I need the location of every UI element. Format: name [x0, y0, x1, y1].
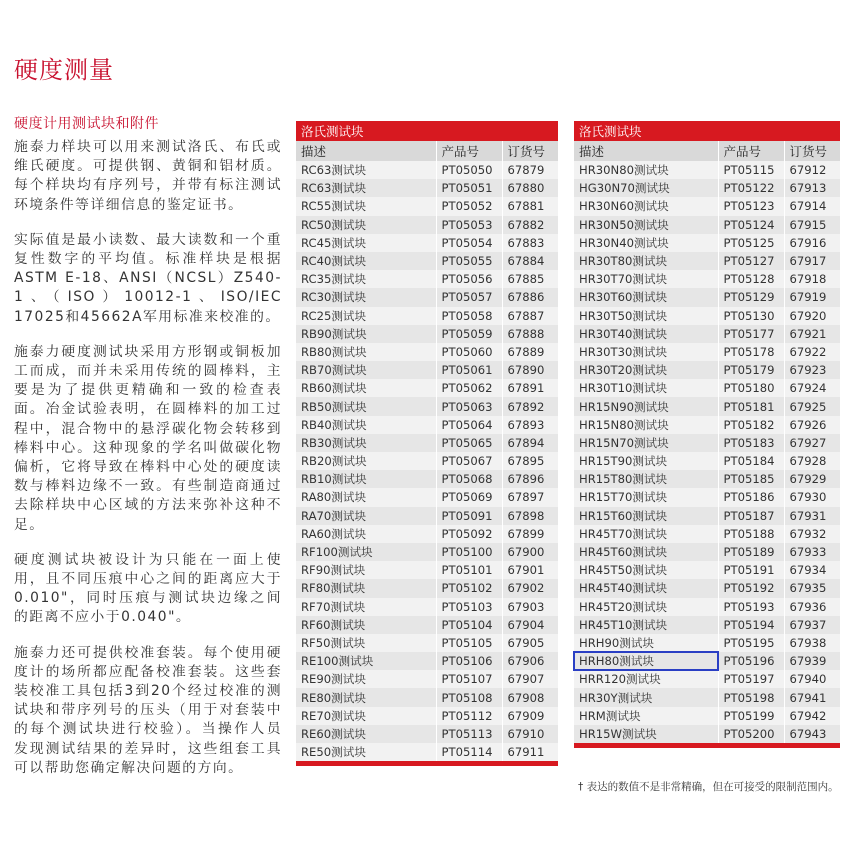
cell-order-no: 67883: [502, 234, 558, 252]
cell-description: HG30N70测试块: [574, 179, 718, 197]
cell-product-no: PT05127: [718, 252, 784, 270]
table-row: [574, 270, 840, 288]
cell-product-no: PT05069: [436, 488, 502, 506]
table-row: [574, 598, 840, 616]
cell-product-no: PT05106: [436, 652, 502, 670]
table-row: [574, 579, 840, 597]
table-row: [296, 179, 558, 197]
cell-product-no: PT05183: [718, 434, 784, 452]
table-row: [296, 507, 558, 525]
cell-description: RF70测试块: [296, 598, 436, 616]
cell-description: RA80测试块: [296, 488, 436, 506]
footnote: † 表达的数值不是非常精确，但在可接受的限制范围内。: [578, 781, 839, 793]
cell-order-no: 67905: [502, 634, 558, 652]
table-row: [574, 197, 840, 215]
cell-order-no: 67924: [784, 379, 840, 397]
cell-product-no: PT05057: [436, 288, 502, 306]
cell-description: RB70测试块: [296, 361, 436, 379]
cell-description: HR30T20测试块: [574, 361, 718, 379]
cell-product-no: PT05053: [436, 216, 502, 234]
table-row: [574, 343, 840, 361]
cell-product-no: PT05064: [436, 416, 502, 434]
cell-order-no: 67935: [784, 579, 840, 597]
cell-order-no: 67903: [502, 598, 558, 616]
cell-description: HR30N60测试块: [574, 197, 718, 215]
cell-order-no: 67888: [502, 325, 558, 343]
cell-order-no: 67938: [784, 634, 840, 652]
cell-product-no: PT05054: [436, 234, 502, 252]
cell-order-no: 67930: [784, 488, 840, 506]
cell-product-no: PT05123: [718, 197, 784, 215]
cell-order-no: 67890: [502, 361, 558, 379]
table-row: [296, 452, 558, 470]
cell-order-no: 67927: [784, 434, 840, 452]
cell-order-no: 67922: [784, 343, 840, 361]
column-header-product-no: 产品号: [436, 141, 502, 161]
cell-product-no: PT05130: [718, 307, 784, 325]
table-row: [574, 616, 840, 634]
cell-product-no: PT05052: [436, 197, 502, 215]
cell-product-no: PT05184: [718, 452, 784, 470]
cell-description: HR30N40测试块: [574, 234, 718, 252]
cell-product-no: PT05055: [436, 252, 502, 270]
cell-description: HRM测试块: [574, 707, 718, 725]
cell-description: RA60测试块: [296, 525, 436, 543]
cell-description: RB80测试块: [296, 343, 436, 361]
cell-order-no: 67928: [784, 452, 840, 470]
cell-order-no: 67915: [784, 216, 840, 234]
cell-description: HR15N70测试块: [574, 434, 718, 452]
cell-order-no: 67943: [784, 725, 840, 743]
cell-description: HR15T70测试块: [574, 488, 718, 506]
cell-product-no: PT05113: [436, 725, 502, 743]
table-row: [296, 543, 558, 561]
table-row: [574, 670, 840, 688]
cell-description: RE80测试块: [296, 688, 436, 706]
paragraph-2: 实际值是最小读数、最大读数和一个重复性数字的平均值。标准样块是根据ASTM E-18、ANSI（NCSL）Z540-1、（ISO）10012-1、ISO/IEC 17025和45662A军用标准来校准的。: [14, 231, 282, 325]
cell-order-no: 67936: [784, 598, 840, 616]
cell-description: RC40测试块: [296, 252, 436, 270]
cell-order-no: 67942: [784, 707, 840, 725]
cell-product-no: PT05198: [718, 688, 784, 706]
cell-product-no: PT05065: [436, 434, 502, 452]
paragraph-5: 施泰力还可提供校准套装。每个使用硬度计的场所都应配备校准套装。这些套装校准工具包括3到20个经过校准的测试块和带序列号的压头（用于对套装中的每个测试块进行校验）。当操作人员发现测试结果的差异时，这些组套工具可以帮助您确定解决问题的方向。: [14, 644, 282, 776]
cell-product-no: PT05058: [436, 307, 502, 325]
cell-order-no: 67914: [784, 197, 840, 215]
cell-product-no: PT05181: [718, 397, 784, 415]
table-row: [574, 216, 840, 234]
cell-order-no: 67910: [502, 725, 558, 743]
table-row: [296, 379, 558, 397]
cell-description: HR45T50测试块: [574, 561, 718, 579]
cell-product-no: PT05128: [718, 270, 784, 288]
table-row: [296, 688, 558, 706]
cell-description: HR15N80测试块: [574, 416, 718, 434]
cell-order-no: 67893: [502, 416, 558, 434]
cell-description: HR30T60测试块: [574, 288, 718, 306]
table-bottom-rule: [574, 743, 840, 748]
cell-description: RF90测试块: [296, 561, 436, 579]
table-row: [574, 416, 840, 434]
cell-order-no: 67896: [502, 470, 558, 488]
table-row: [574, 507, 840, 525]
table-caption: 洛氏测试块: [296, 121, 558, 141]
cell-description: RC35测试块: [296, 270, 436, 288]
cell-description: HR45T20测试块: [574, 598, 718, 616]
cell-description: HR45T10测试块: [574, 616, 718, 634]
cell-order-no: 67880: [502, 179, 558, 197]
cell-order-no: 67921: [784, 325, 840, 343]
column-header-description: 描述: [296, 141, 436, 161]
cell-description: RB50测试块: [296, 397, 436, 415]
table-row: [296, 397, 558, 415]
cell-product-no: PT05105: [436, 634, 502, 652]
cell-product-no: PT05104: [436, 616, 502, 634]
cell-product-no: PT05197: [718, 670, 784, 688]
cell-order-no: 67917: [784, 252, 840, 270]
cell-product-no: PT05122: [718, 179, 784, 197]
table-row: [296, 579, 558, 597]
cell-description: RE70测试块: [296, 707, 436, 725]
cell-product-no: PT05050: [436, 161, 502, 179]
table-row: [574, 379, 840, 397]
cell-product-no: PT05059: [436, 325, 502, 343]
table-row: [296, 743, 558, 761]
table-row: [574, 543, 840, 561]
paragraph-1: 施泰力样块可以用来测试洛氏、布氏或维氏硬度。可提供钢、黄铜和铝材质。每个样块均有序列号，并带有标注测试环境条件等详细信息的鉴定证书。: [14, 139, 282, 213]
cell-description: RE60测试块: [296, 725, 436, 743]
column-header-order-no: 订货号: [502, 141, 558, 161]
cell-order-no: 67879: [502, 161, 558, 179]
table-row: [574, 470, 840, 488]
cell-product-no: PT05195: [718, 634, 784, 652]
paragraph-4: 硬度测试块被设计为只能在一面上使用，且不同压痕中心之间的距离应大于0.010"，同时压痕与测试块边缘之间的距离不应小于0.040"。: [14, 551, 282, 626]
cell-product-no: PT05103: [436, 598, 502, 616]
cell-product-no: PT05125: [718, 234, 784, 252]
table-row: [574, 325, 840, 343]
table-row: [296, 561, 558, 579]
cell-order-no: 67913: [784, 179, 840, 197]
cell-description: HRH80测试块: [574, 652, 718, 670]
cell-product-no: PT05063: [436, 397, 502, 415]
cell-description: HR45T60测试块: [574, 543, 718, 561]
cell-description: HR30T80测试块: [574, 252, 718, 270]
table-row: [296, 670, 558, 688]
cell-description: RF80测试块: [296, 579, 436, 597]
table-row: [574, 179, 840, 197]
cell-product-no: PT05187: [718, 507, 784, 525]
cell-product-no: PT05191: [718, 561, 784, 579]
cell-order-no: 67933: [784, 543, 840, 561]
cell-description: RC50测试块: [296, 216, 436, 234]
cell-product-no: PT05196: [718, 652, 784, 670]
cell-product-no: PT05193: [718, 598, 784, 616]
cell-order-no: 67901: [502, 561, 558, 579]
cell-description: RB20测试块: [296, 452, 436, 470]
cell-product-no: PT05091: [436, 507, 502, 525]
cell-order-no: 67891: [502, 379, 558, 397]
cell-description: RF100测试块: [296, 543, 436, 561]
cell-description: RC30测试块: [296, 288, 436, 306]
cell-product-no: PT05186: [718, 488, 784, 506]
table-row: [296, 252, 558, 270]
cell-product-no: PT05100: [436, 543, 502, 561]
cell-order-no: 67937: [784, 616, 840, 634]
table-row: [296, 652, 558, 670]
cell-order-no: 67887: [502, 307, 558, 325]
cell-description: RF60测试块: [296, 616, 436, 634]
cell-order-no: 67920: [784, 307, 840, 325]
cell-description: HR30Y测试块: [574, 688, 718, 706]
cell-order-no: 67898: [502, 507, 558, 525]
intro-text-column: [14, 113, 282, 794]
column-header-description: 描述: [574, 141, 718, 161]
table-row: [574, 307, 840, 325]
cell-order-no: 67941: [784, 688, 840, 706]
cell-product-no: PT05092: [436, 525, 502, 543]
cell-description: HR15T80测试块: [574, 470, 718, 488]
table-row: [574, 561, 840, 579]
table-row: [574, 252, 840, 270]
cell-order-no: 67889: [502, 343, 558, 361]
cell-order-no: 67906: [502, 652, 558, 670]
table-row: [574, 652, 840, 670]
table-row: [574, 434, 840, 452]
cell-product-no: PT05102: [436, 579, 502, 597]
table-row: [296, 161, 558, 179]
table-row: [574, 688, 840, 706]
cell-order-no: 67895: [502, 452, 558, 470]
cell-description: RC25测试块: [296, 307, 436, 325]
table-row: [574, 397, 840, 415]
cell-product-no: PT05129: [718, 288, 784, 306]
table-row: [574, 707, 840, 725]
cell-order-no: 67929: [784, 470, 840, 488]
cell-description: RC55测试块: [296, 197, 436, 215]
cell-product-no: PT05177: [718, 325, 784, 343]
table-bottom-rule: [296, 761, 558, 766]
cell-description: RE100测试块: [296, 652, 436, 670]
table-row: [296, 634, 558, 652]
cell-description: RC63测试块: [296, 161, 436, 179]
table-row: [296, 725, 558, 743]
table-row: [296, 434, 558, 452]
cell-order-no: 67923: [784, 361, 840, 379]
cell-product-no: PT05101: [436, 561, 502, 579]
cell-description: HR15T90测试块: [574, 452, 718, 470]
cell-product-no: PT05068: [436, 470, 502, 488]
cell-product-no: PT05067: [436, 452, 502, 470]
cell-product-no: PT05062: [436, 379, 502, 397]
cell-description: HR30T40测试块: [574, 325, 718, 343]
table-row: [574, 288, 840, 306]
cell-product-no: PT05112: [436, 707, 502, 725]
cell-description: RE90测试块: [296, 670, 436, 688]
cell-product-no: PT05178: [718, 343, 784, 361]
table-row: [574, 234, 840, 252]
table-row: [296, 488, 558, 506]
cell-order-no: 67894: [502, 434, 558, 452]
table-row: [574, 452, 840, 470]
paragraph-3: 施泰力硬度测试块采用方形钢或铜板加工而成，而并未采用传统的圆棒料，主要是为了提供更精确和一致的检查表面。冶金试验表明，在圆棒料的加工过程中，混合物中的悬浮碳化物会转移到棒料中心。这种现象的学名叫做碳化物偏析，它将导致在棒料中心处的硬度读数与棒料边缘不一致。有些制造商通过去除样块中心区域的方法来弥补这种不足。: [14, 343, 282, 533]
table-row: [296, 325, 558, 343]
cell-description: RA70测试块: [296, 507, 436, 525]
cell-description: RE50测试块: [296, 743, 436, 761]
cell-description: RC63测试块: [296, 179, 436, 197]
cell-description: HR30T30测试块: [574, 343, 718, 361]
cell-description: HRH90测试块: [574, 634, 718, 652]
table-row: [296, 197, 558, 215]
table-row: [574, 161, 840, 179]
column-header-order-no: 订货号: [784, 141, 840, 161]
cell-order-no: 67916: [784, 234, 840, 252]
cell-product-no: PT05192: [718, 579, 784, 597]
cell-order-no: 67918: [784, 270, 840, 288]
cell-product-no: PT05061: [436, 361, 502, 379]
cell-order-no: 67885: [502, 270, 558, 288]
table-row: [296, 234, 558, 252]
table-row: [296, 361, 558, 379]
cell-description: HR45T40测试块: [574, 579, 718, 597]
cell-order-no: 67882: [502, 216, 558, 234]
cell-order-no: 67881: [502, 197, 558, 215]
cell-product-no: PT05179: [718, 361, 784, 379]
cell-product-no: PT05124: [718, 216, 784, 234]
table-row: [574, 725, 840, 743]
table-row: [296, 707, 558, 725]
cell-description: HR30T10测试块: [574, 379, 718, 397]
cell-product-no: PT05199: [718, 707, 784, 725]
cell-description: RB90测试块: [296, 325, 436, 343]
cell-order-no: 67897: [502, 488, 558, 506]
cell-description: RC45测试块: [296, 234, 436, 252]
cell-product-no: PT05180: [718, 379, 784, 397]
cell-description: RF50测试块: [296, 634, 436, 652]
cell-description: HR15W测试块: [574, 725, 718, 743]
cell-order-no: 67934: [784, 561, 840, 579]
rockwell-test-block-table-1: [296, 121, 558, 766]
cell-order-no: 67931: [784, 507, 840, 525]
cell-description: RB30测试块: [296, 434, 436, 452]
cell-description: RB40测试块: [296, 416, 436, 434]
section-subtitle: 硬度计用测试块和附件: [14, 116, 159, 132]
cell-order-no: 67886: [502, 288, 558, 306]
cell-order-no: 67907: [502, 670, 558, 688]
cell-product-no: PT05107: [436, 670, 502, 688]
cell-description: RB60测试块: [296, 379, 436, 397]
cell-order-no: 67904: [502, 616, 558, 634]
table-row: [296, 307, 558, 325]
cell-order-no: 67892: [502, 397, 558, 415]
table-row: [296, 416, 558, 434]
table-row: [296, 598, 558, 616]
table-row: [574, 361, 840, 379]
cell-product-no: PT05185: [718, 470, 784, 488]
cell-order-no: 67926: [784, 416, 840, 434]
page-title: 硬度测量: [14, 56, 114, 84]
cell-order-no: 67908: [502, 688, 558, 706]
cell-description: RB10测试块: [296, 470, 436, 488]
cell-description: HRR120测试块: [574, 670, 718, 688]
cell-product-no: PT05108: [436, 688, 502, 706]
cell-order-no: 67909: [502, 707, 558, 725]
cell-description: HR30T70测试块: [574, 270, 718, 288]
cell-product-no: PT05182: [718, 416, 784, 434]
cell-order-no: 67919: [784, 288, 840, 306]
table-row: [296, 270, 558, 288]
cell-product-no: PT05060: [436, 343, 502, 361]
cell-order-no: 67902: [502, 579, 558, 597]
column-header-product-no: 产品号: [718, 141, 784, 161]
cell-product-no: PT05056: [436, 270, 502, 288]
rockwell-test-block-table-2: [574, 121, 840, 748]
cell-order-no: 67925: [784, 397, 840, 415]
cell-order-no: 67900: [502, 543, 558, 561]
cell-order-no: 67899: [502, 525, 558, 543]
cell-order-no: 67939: [784, 652, 840, 670]
table-row: [296, 216, 558, 234]
table-row: [296, 288, 558, 306]
cell-order-no: 67911: [502, 743, 558, 761]
cell-order-no: 67912: [784, 161, 840, 179]
cell-product-no: PT05188: [718, 525, 784, 543]
cell-product-no: PT05115: [718, 161, 784, 179]
cell-description: HR15N90测试块: [574, 397, 718, 415]
cell-product-no: PT05051: [436, 179, 502, 197]
cell-description: HR15T60测试块: [574, 507, 718, 525]
table-row: [296, 343, 558, 361]
cell-description: HR30T50测试块: [574, 307, 718, 325]
cell-product-no: PT05194: [718, 616, 784, 634]
cell-description: HR30N80测试块: [574, 161, 718, 179]
table-row: [574, 488, 840, 506]
cell-product-no: PT05114: [436, 743, 502, 761]
cell-order-no: 67940: [784, 670, 840, 688]
cell-product-no: PT05200: [718, 725, 784, 743]
cell-order-no: 67884: [502, 252, 558, 270]
table-caption: 洛氏测试块: [574, 121, 840, 141]
table-row: [574, 525, 840, 543]
cell-description: HR45T70测试块: [574, 525, 718, 543]
cell-product-no: PT05189: [718, 543, 784, 561]
cell-order-no: 67932: [784, 525, 840, 543]
table-row: [574, 634, 840, 652]
cell-description: HR30N50测试块: [574, 216, 718, 234]
table-row: [296, 470, 558, 488]
table-row: [296, 616, 558, 634]
table-row: [296, 525, 558, 543]
